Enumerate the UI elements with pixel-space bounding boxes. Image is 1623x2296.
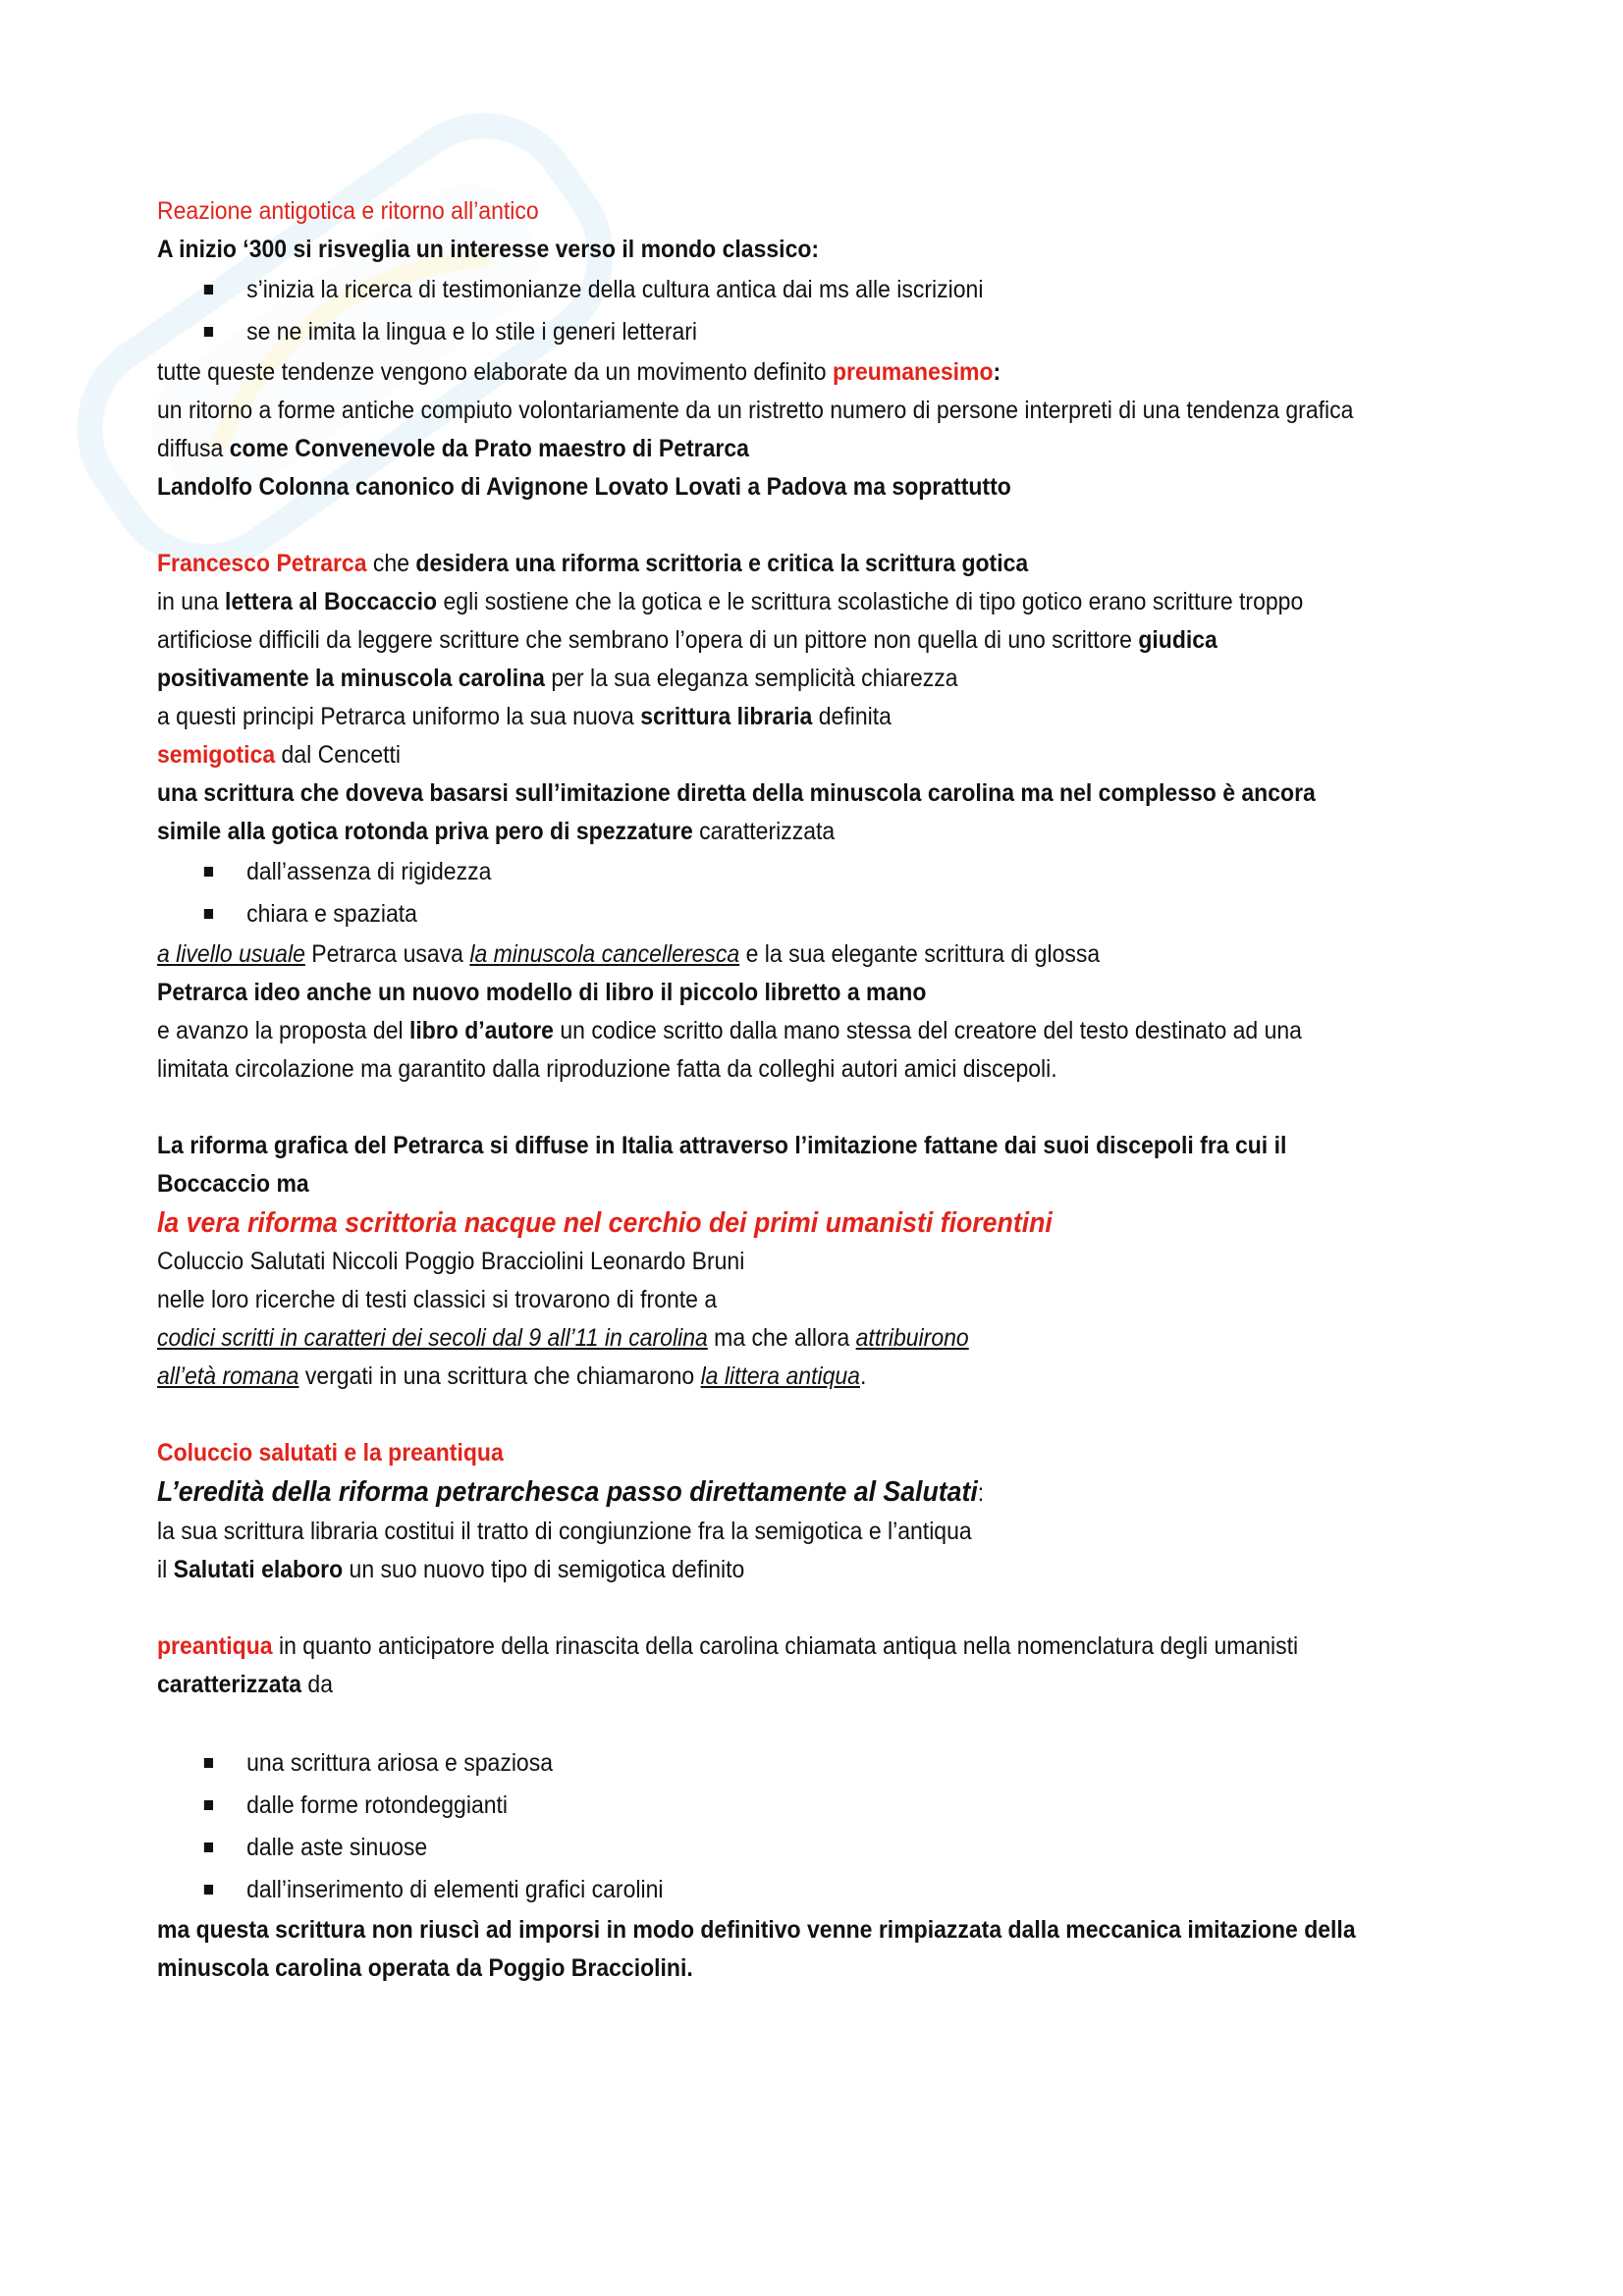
list-item: dall’assenza di rigidezza bbox=[204, 851, 1385, 893]
list-item: s’inizia la ricerca di testimonianze della cultura antica dai ms alle iscrizioni bbox=[204, 269, 1385, 311]
paragraph: una scrittura che doveva basarsi sull’imitazione diretta della minuscola carolina ma nel complesso è ancora bbox=[157, 779, 1316, 807]
paragraph: artificiose difficili da leggere scritture che sembrano l’opera di un pittore non quella di uno scrittore giudica bbox=[157, 626, 1217, 654]
paragraph: tutte queste tendenze vengono elaborate da un movimento definito preumanesimo: bbox=[157, 358, 1001, 386]
paragraph: minuscola carolina operata da Poggio Bracciolini. bbox=[157, 1954, 693, 1982]
paragraph: positivamente la minuscola carolina per la sua eleganza semplicità chiarezza bbox=[157, 665, 958, 692]
paragraph: codici scritti in caratteri dei secoli dal 9 all’11 in carolina ma che allora attribuirono bbox=[157, 1324, 969, 1352]
paragraph: Boccaccio ma bbox=[157, 1170, 309, 1198]
bullet-list bbox=[157, 269, 1385, 353]
subheading: L’eredità della riforma petrarchesca passo direttamente al Salutati: bbox=[157, 1476, 985, 1508]
bullet-list bbox=[157, 1742, 1385, 1911]
section-heading: Coluccio salutati e la preantiqua bbox=[157, 1439, 504, 1467]
highlight-line: la vera riforma scrittoria nacque nel cerchio dei primi umanisti fiorentini bbox=[157, 1207, 1053, 1239]
paragraph: preantiqua in quanto anticipatore della rinascita della carolina chiamata antiqua nella nomenclatura degli umanisti bbox=[157, 1632, 1299, 1660]
paragraph: caratterizzata da bbox=[157, 1671, 334, 1698]
list-item: dalle forme rotondeggianti bbox=[204, 1785, 1385, 1827]
list-item: una scrittura ariosa e spaziosa bbox=[204, 1742, 1385, 1785]
paragraph: La riforma grafica del Petrarca si diffuse in Italia attraverso l’imitazione fattane dai suoi discepoli fra cui il bbox=[157, 1132, 1287, 1159]
list-item: dall’inserimento di elementi grafici carolini bbox=[204, 1869, 1385, 1911]
paragraph: nelle loro ricerche di testi classici si trovarono di fronte a bbox=[157, 1286, 718, 1313]
paragraph: ma questa scrittura non riuscì ad imporsi in modo definitivo venne rimpiazzata dalla meccanica imitazione della bbox=[157, 1916, 1356, 1944]
paragraph: limitata circolazione ma garantito dalla riproduzione fatta da colleghi autori amici discepoli. bbox=[157, 1055, 1057, 1083]
paragraph: semigotica dal Cencetti bbox=[157, 741, 402, 769]
paragraph: Coluccio Salutati Niccoli Poggio Bracciolini Leonardo Bruni bbox=[157, 1248, 745, 1275]
paragraph: un ritorno a forme antiche compiuto volontariamente da un ristretto numero di persone interpreti di una tendenza grafica bbox=[157, 397, 1354, 424]
paragraph: A inizio ‘300 si risveglia un interesse verso il mondo classico: bbox=[157, 236, 820, 263]
paragraph: la sua scrittura libraria costitui il tratto di congiunzione fra la semigotica e l’antiqua bbox=[157, 1518, 972, 1545]
paragraph: all’età romana vergati in una scrittura che chiamarono la littera antiqua. bbox=[157, 1362, 867, 1390]
list-item: chiara e spaziata bbox=[204, 893, 1385, 935]
bullet-list bbox=[157, 851, 1385, 935]
paragraph: e avanzo la proposta del libro d’autore un codice scritto dalla mano stessa del creatore del testo destinato ad una bbox=[157, 1017, 1302, 1044]
list-item: dalle aste sinuose bbox=[204, 1827, 1385, 1869]
paragraph: a livello usuale Petrarca usava la minuscola cancelleresca e la sua elegante scrittura di glossa bbox=[157, 940, 1101, 968]
paragraph: Landolfo Colonna canonico di Avignone Lovato Lovati a Padova ma soprattutto bbox=[157, 473, 1011, 501]
paragraph: a questi principi Petrarca uniformo la sua nuova scrittura libraria definita bbox=[157, 703, 892, 730]
paragraph: diffusa come Convenevole da Prato maestro di Petrarca bbox=[157, 435, 749, 462]
paragraph: Francesco Petrarca che desidera una riforma scrittoria e critica la scrittura gotica bbox=[157, 550, 1029, 577]
paragraph: il Salutati elaboro un suo nuovo tipo di semigotica definito bbox=[157, 1556, 745, 1583]
section-heading: Reazione antigotica e ritorno all’antico bbox=[157, 197, 539, 225]
paragraph: simile alla gotica rotonda priva pero di spezzature caratterizzata bbox=[157, 818, 836, 845]
paragraph: in una lettera al Boccaccio egli sostiene che la gotica e le scrittura scolastiche di tipo gotico erano scritture troppo bbox=[157, 588, 1304, 615]
document-page bbox=[157, 192, 1385, 1988]
paragraph: Petrarca ideo anche un nuovo modello di libro il piccolo libretto a mano bbox=[157, 979, 927, 1006]
list-item: se ne imita la lingua e lo stile i generi letterari bbox=[204, 311, 1385, 353]
